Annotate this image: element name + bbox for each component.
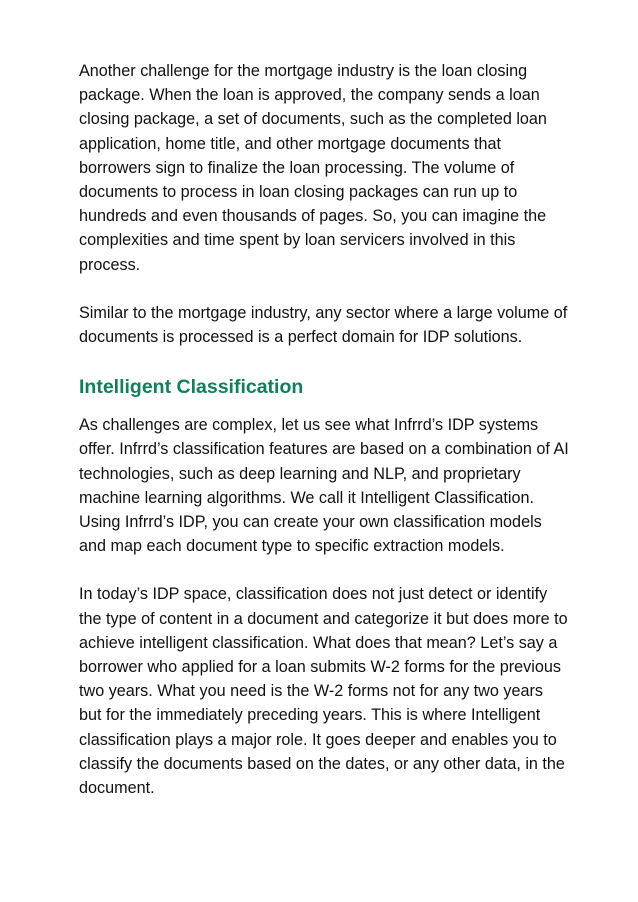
paragraph-classification-features: As challenges are complex, let us see what Infrrd’s IDP systems offer. Infrrd’s classification features are based on a combination of AI technologies, such as deep learning and NLP, and proprietary machine learning algorithms. We call it Intelligent Classification. Using Infrrd’s IDP, you can create your own classification models and map each document type to specific extraction models. (79, 416, 569, 556)
paragraph-intelligent-classification: In today’s IDP space, classification does not just detect or identify the type of content in a document and categorize it but does more to achieve intelligent classification. What does that mean? Let’s say a borrower who applied for a loan submits W-2 forms for the previous two years. What you need is the W-2 forms not for any two years but for the immediately preceding years. This is where Intelligent classification plays a major role. It goes deeper and enables you to classify the documents based on the dates, or any other data, in the document. (79, 585, 568, 798)
paragraph-idp-domain: Similar to the mortgage industry, any sector where a large volume of documents is processed is a perfect domain for IDP solutions. (79, 303, 568, 347)
section-heading: Intelligent Classification (79, 376, 304, 399)
paragraph-loan-closing: Another challenge for the mortgage industry is the loan closing package. When the loan is approved, the company sends a loan closing package, a set of documents, such as the completed loan application, home title, and other mortgage documents that borrowers sign to finalize the loan processing. The volume of documents to process in loan closing packages can run up to hundreds and even thousands of pages. So, you can imagine the complexities and time spent by loan servicers involved in this process. (79, 62, 547, 274)
document-body (79, 59, 569, 800)
